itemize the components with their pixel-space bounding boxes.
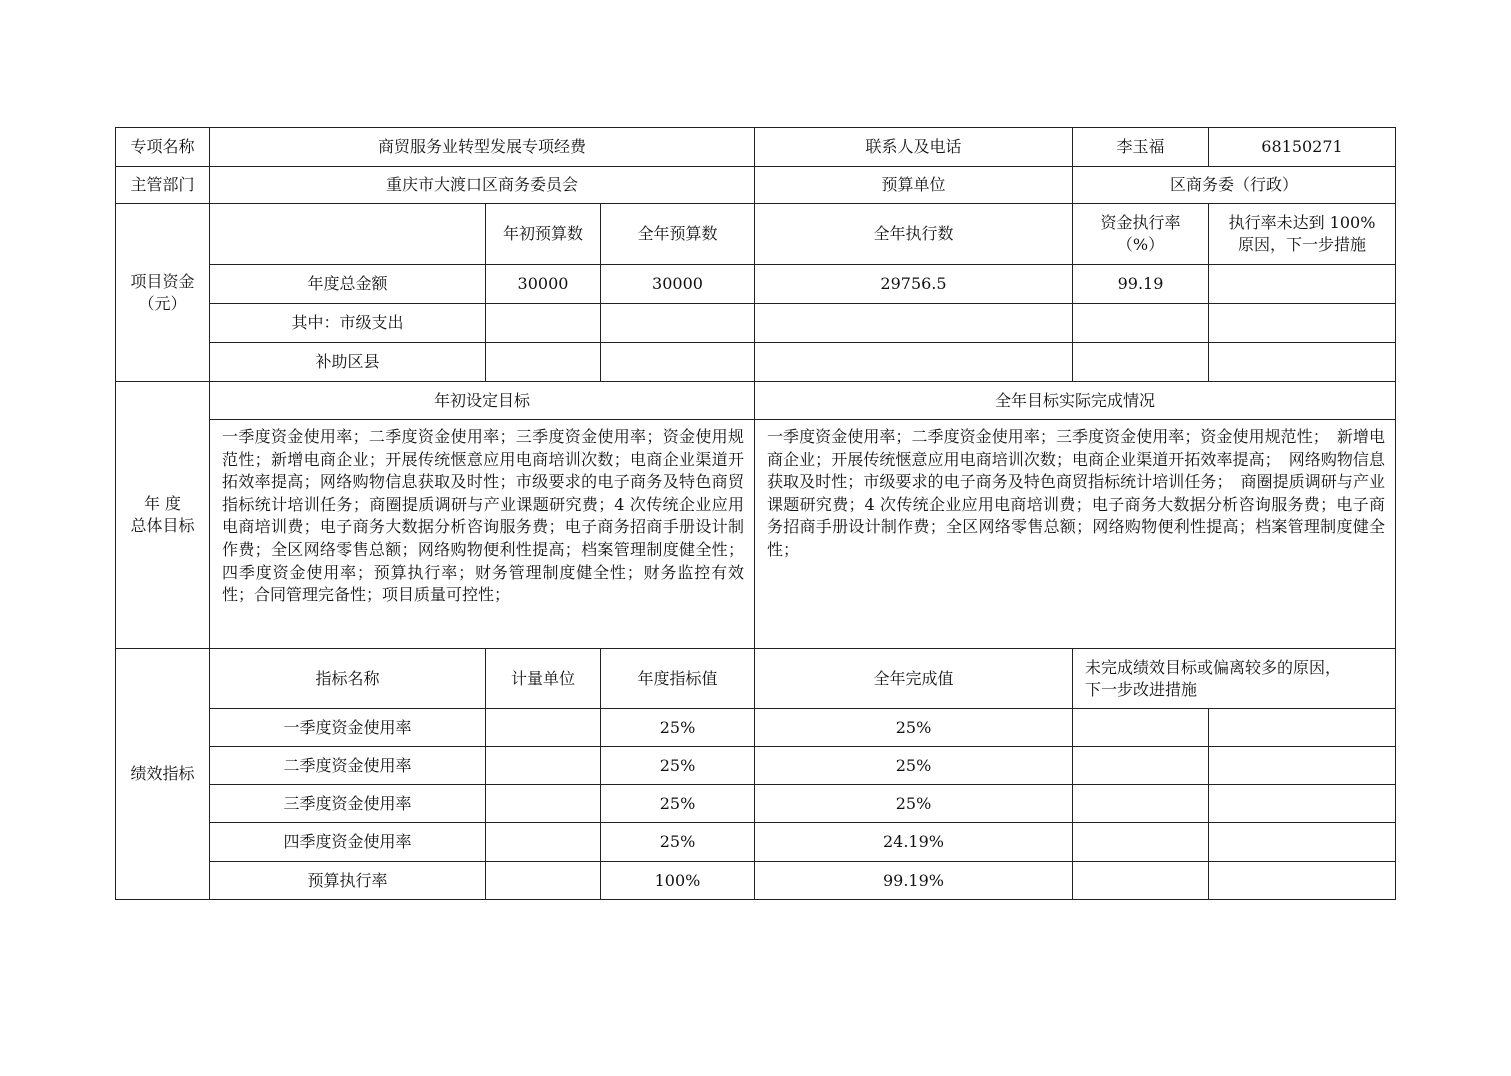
- actual-goal-text: 一季度资金使用率；二季度资金使用率；三季度资金使用率；资金使用规范性； 新增电商企业；开展传统惬意应用电商培训次数；电商企业渠道开拓效率提高； 网络购物信息获取及时性；市级要求的电子商务及特色商贸指标统计培训任务； 商圈提质调研与产业课题研究费；4 次传统企业应用电商培训费；电子商务大数据分析咨询服务费；电子商务招商手册设计制作费；全区网络零售总额；网络购物便利性提高；档案管理制度健全性；: [755, 420, 1396, 649]
- indicator-unit: [486, 823, 601, 862]
- col-initial-budget: 年初预算数: [486, 204, 601, 265]
- funds-row-executed: [755, 304, 1073, 343]
- indicator-actual: 25%: [755, 785, 1073, 823]
- funds-row-label: 其中：市级支出: [210, 304, 486, 343]
- indicator-row: [116, 862, 1396, 900]
- col-exec-rate: [1073, 204, 1209, 265]
- performance-header-row: [116, 649, 1396, 709]
- funds-row-executed: [755, 343, 1073, 382]
- funds-row-rate: [1073, 304, 1209, 343]
- col-exec-reason-line2: 原因，下一步措施: [1237, 235, 1366, 254]
- funds-row-annual: [601, 304, 755, 343]
- funds-section-label-line2: （元）: [138, 293, 187, 313]
- dept-value: 重庆市大渡口区商务委员会: [210, 167, 755, 204]
- col-indicator-reason-line2: 下一步改进措施: [1085, 679, 1198, 699]
- goals-section-label: [116, 382, 210, 649]
- contact-phone: 68150271: [1209, 128, 1396, 167]
- funds-row-reason: [1209, 304, 1396, 343]
- goals-text-row: [116, 420, 1396, 649]
- col-annual-budget: 全年预算数: [601, 204, 755, 265]
- indicator-reason: [1073, 709, 1209, 747]
- funds-row-rate: 99.19: [1073, 265, 1209, 304]
- indicator-row: [116, 709, 1396, 747]
- col-indicator-name: 指标名称: [210, 649, 486, 709]
- project-name-value: 商贸服务业转型发展专项经费: [210, 128, 755, 167]
- indicator-row: [116, 747, 1396, 785]
- indicator-unit: [486, 709, 601, 747]
- indicator-actual: 99.19%: [755, 862, 1073, 900]
- col-indicator-target: 年度指标值: [601, 649, 755, 709]
- indicator-actual: 25%: [755, 709, 1073, 747]
- dept-label: 主管部门: [116, 167, 210, 204]
- budget-unit-value: 区商务委（行政）: [1073, 167, 1396, 204]
- col-indicator-reason-line1: 未完成绩效目标或偏离较多的原因，: [1085, 657, 1342, 677]
- indicator-target: 100%: [601, 862, 755, 900]
- funds-header-row: [116, 204, 1396, 265]
- indicator-target: 25%: [601, 747, 755, 785]
- col-exec-rate-line2: （%）: [1116, 235, 1165, 254]
- funds-row-rate: [1073, 343, 1209, 382]
- indicator-target: 25%: [601, 823, 755, 862]
- funds-header-blank: [210, 204, 486, 265]
- initial-goal-text: 一季度资金使用率；二季度资金使用率；三季度资金使用率；资金使用规范性；新增电商企业；开展传统惬意应用电商培训次数；电商企业渠道开拓效率提高；网络购物信息获取及时性；市级要求的电子商务及特色商贸指标统计培训任务；商圈提质调研与产业课题研究费；4 次传统企业应用电商培训费；电子商务大数据分析咨询服务费；电子商务招商手册设计制作费；全区网络零售总额；网络购物便利性提高；档案管理制度健全性；四季度资金使用率；预算执行率；财务管理制度健全性；财务监控有效性；合同管理完备性；项目质量可控性；: [210, 420, 755, 649]
- contact-label: 联系人及电话: [755, 128, 1073, 167]
- indicator-reason: [1073, 785, 1209, 823]
- goals-header-row: [116, 382, 1396, 420]
- funds-row: [116, 343, 1396, 382]
- indicator-reason: [1073, 823, 1209, 862]
- funds-row-initial: [486, 343, 601, 382]
- goals-section-label-line2: 总体目标: [130, 516, 195, 535]
- indicator-measure: [1209, 862, 1396, 900]
- funds-row-label: 年度总金额: [210, 265, 486, 304]
- indicator-measure: [1209, 709, 1396, 747]
- funds-row-annual: [601, 343, 755, 382]
- department-row: [116, 167, 1396, 204]
- funds-row-label: 补助区县: [210, 343, 486, 382]
- indicator-unit: [486, 862, 601, 900]
- indicator-target: 25%: [601, 709, 755, 747]
- indicator-measure: [1209, 785, 1396, 823]
- performance-report-table: [115, 127, 1396, 900]
- indicator-actual: 25%: [755, 747, 1073, 785]
- col-indicator-actual: 全年完成值: [755, 649, 1073, 709]
- indicator-reason: [1073, 862, 1209, 900]
- indicator-name: 一季度资金使用率: [210, 709, 486, 747]
- col-indicator-unit: 计量单位: [486, 649, 601, 709]
- indicator-unit: [486, 785, 601, 823]
- col-annual-execution: 全年执行数: [755, 204, 1073, 265]
- initial-goal-header: 年初设定目标: [210, 382, 755, 420]
- indicator-name: 二季度资金使用率: [210, 747, 486, 785]
- indicator-measure: [1209, 747, 1396, 785]
- funds-section-label: [116, 204, 210, 382]
- indicator-name: 预算执行率: [210, 862, 486, 900]
- funds-row-annual: 30000: [601, 265, 755, 304]
- indicator-target: 25%: [601, 785, 755, 823]
- funds-row-initial: [486, 304, 601, 343]
- indicator-name: 三季度资金使用率: [210, 785, 486, 823]
- contact-name: 李玉福: [1073, 128, 1209, 167]
- performance-section-label: 绩效指标: [116, 649, 210, 900]
- col-exec-rate-line1: 资金执行率: [1100, 213, 1181, 232]
- funds-row: [116, 304, 1396, 343]
- funds-row: [116, 265, 1396, 304]
- indicator-row: [116, 785, 1396, 823]
- indicator-name: 四季度资金使用率: [210, 823, 486, 862]
- budget-unit-label: 预算单位: [755, 167, 1073, 204]
- project-name-row: [116, 128, 1396, 167]
- goals-section-label-line1: 年 度: [143, 494, 182, 513]
- col-exec-reason-line1: 执行率未达到 100%: [1228, 213, 1376, 232]
- funds-row-reason: [1209, 343, 1396, 382]
- indicator-actual: 24.19%: [755, 823, 1073, 862]
- funds-section-label-line1: 项目资金: [130, 271, 195, 291]
- indicator-unit: [486, 747, 601, 785]
- project-name-label: 专项名称: [116, 128, 210, 167]
- indicator-reason: [1073, 747, 1209, 785]
- indicator-row: [116, 823, 1396, 862]
- funds-row-reason: [1209, 265, 1396, 304]
- col-indicator-reason: [1073, 649, 1396, 709]
- actual-goal-header: 全年目标实际完成情况: [755, 382, 1396, 420]
- col-exec-reason: [1209, 204, 1396, 265]
- indicator-measure: [1209, 823, 1396, 862]
- funds-row-initial: 30000: [486, 265, 601, 304]
- funds-row-executed: 29756.5: [755, 265, 1073, 304]
